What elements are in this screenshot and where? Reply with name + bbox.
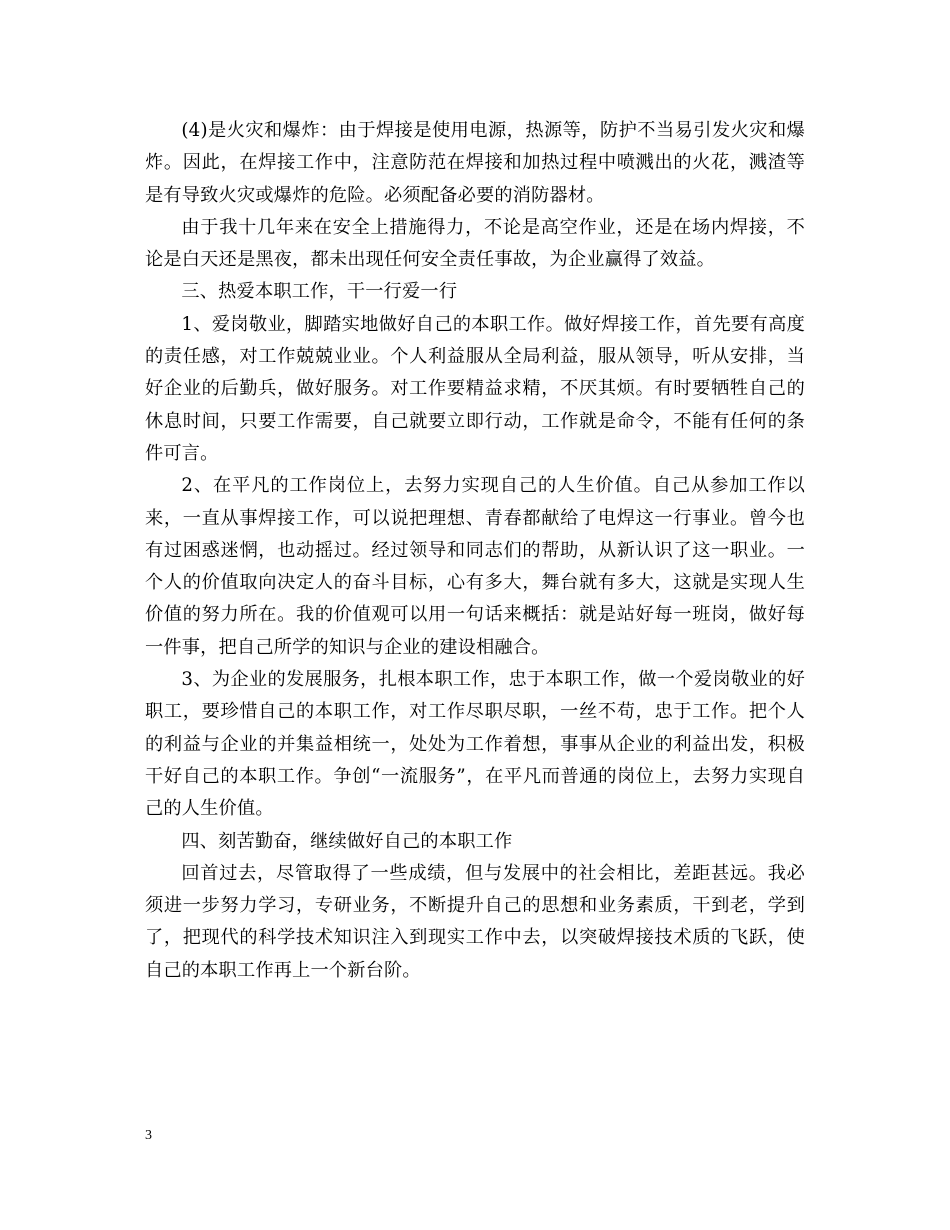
page-number: 3 [145, 1128, 152, 1143]
section-heading-3: 三、热爱本职工作，干一行爱一行 [181, 281, 458, 303]
paragraph-item-1: 1、爱岗敬业，脚踏实地做好自己的本职工作。做好焊接工作，首先要有高度的责任感，对工作兢兢业业。个人利益服从全局利益，服从领导，听从安排，当好企业的后勤兵，做好服务。对工作要精益求精，不厌其烦。有时要牺牲自己的休息时间，只要工作需要，自己就要立即行动，工作就是命令，不能有任何的条件可言。 [145, 313, 805, 464]
paragraph-item-3: 3、为企业的发展服务，扎根本职工作，忠于本职工作，做一个爱岗敬业的好职工，要珍惜自己的本职工作，对工作尽职尽职，一丝不苟，忠于工作。把个人的利益与企业的并集益相统一，处处为工作着想，事事从企业的利益出发，积极干好自己的本职工作。争创“一流服务”，在平凡而普通的岗位上，去努力实现自己的人生价值。 [145, 669, 806, 820]
paragraph-item-2: 2、在平凡的工作岗位上，去努力实现自己的人生价值。自己从参加工作以来，一直从事焊接工作，可以说把理想、青春都献给了电焊这一行事业。曾今也有过困惑迷惘，也动摇过。经过领导和同志们的帮助，从新认识了这一职业。一个人的价值取向决定人的奋斗目标，心有多大，舞台就有多大，这就是实现人生价值的努力所在。我的价值观可以用一句话来概括：就是站好每一班岗，做好每一件事，把自己所学的知识与企业的建设相融合。 [145, 475, 805, 658]
document-body [145, 115, 805, 987]
paragraph-conclusion: 回首过去，尽管取得了一些成绩，但与发展中的社会相比，差距甚远。我必须进一步努力学习，专研业务，不断提升自己的思想和业务素质，干到老，学到了，把现代的科学技术知识注入到现实工作中去，以突破焊接技术质的飞跃，使自己的本职工作再上一个新台阶。 [145, 862, 805, 981]
paragraph-fire-explosion: (4)是火灾和爆炸：由于焊接是使用电源，热源等，防护不当易引发火灾和爆炸。因此，在焊接工作中，注意防范在焊接和加热过程中喷溅出的火花，溅渣等是有导致火灾或爆炸的危险。必须配备必要的消防器材。 [145, 120, 805, 206]
section-heading-4: 四、刻苦勤奋，继续做好自己的本职工作 [181, 830, 513, 852]
paragraph-safety-record: 由于我十几年来在安全上措施得力，不论是高空作业，还是在场内焊接，不论是白天还是黑夜，都未出现任何安全责任事故，为企业赢得了效益。 [145, 216, 805, 271]
